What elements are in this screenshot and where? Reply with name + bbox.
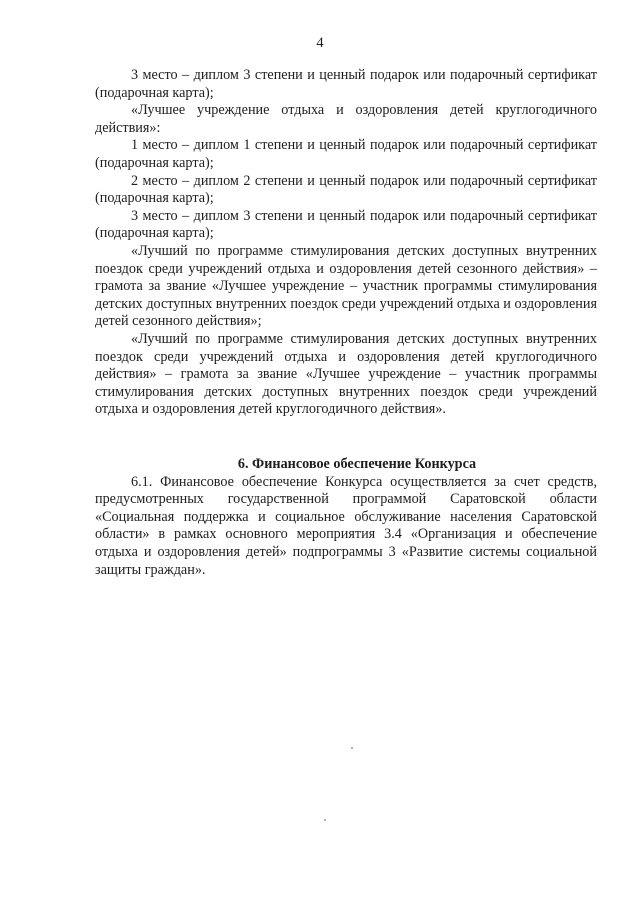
paragraph: «Лучший по программе стимулирования детских доступных внутренних поездок среди учреждений отдыха и оздоровления детей круглогодичного действия» – грамота за звание «Лучшее учреждение – участник программы стимулирования детских доступных внутренних поездок среди учреждений отдыха и оздоровления детей круглогодичного действия».: [95, 330, 597, 418]
paragraph: 1 место – диплом 1 степени и ценный подарок или подарочный сертификат (подарочная карта);: [95, 137, 597, 171]
document-body: [95, 67, 597, 419]
scan-speck: [351, 747, 353, 749]
paragraph: «Лучший по программе стимулирования детских доступных внутренних поездок среди учреждений отдыха и оздоровления детей сезонного действия» – грамота за звание «Лучшее учреждение – участник программы стимулирования детских доступных внутренних поездок среди учреждений отдыха и оздоровления детей сезонного действия»;: [95, 242, 597, 330]
page-number: 4: [316, 35, 324, 51]
paragraph: 2 место – диплом 2 степени и ценный подарок или подарочный сертификат (подарочная карта);: [95, 172, 597, 207]
section-financing: [95, 456, 597, 579]
paragraph: 3 место – диплом 3 степени и ценный подарок или подарочный сертификат (подарочная карта);: [95, 67, 597, 101]
scan-speck: [324, 819, 326, 821]
paragraph: «Лучшее учреждение отдыха и оздоровления детей круглогодичного действия»:: [95, 102, 597, 136]
paragraph: 3 место – диплом 3 степени и ценный подарок или подарочный сертификат (подарочная карта);: [95, 207, 597, 242]
section-heading: 6. Финансовое обеспечение Конкурса: [237, 456, 477, 472]
clause-6-1: 6.1. Финансовое обеспечение Конкурса осуществляется за счет средств, предусмотренных государственной программой Саратовской области «Социальная поддержка и социальное обслуживание населения Саратовской области» в рамках основного мероприятия 3.4 «Организация и обеспечение отдыха и оздоровления детей» подпрограммы 3 «Развитие системы социальной защиты граждан».: [95, 473, 597, 578]
